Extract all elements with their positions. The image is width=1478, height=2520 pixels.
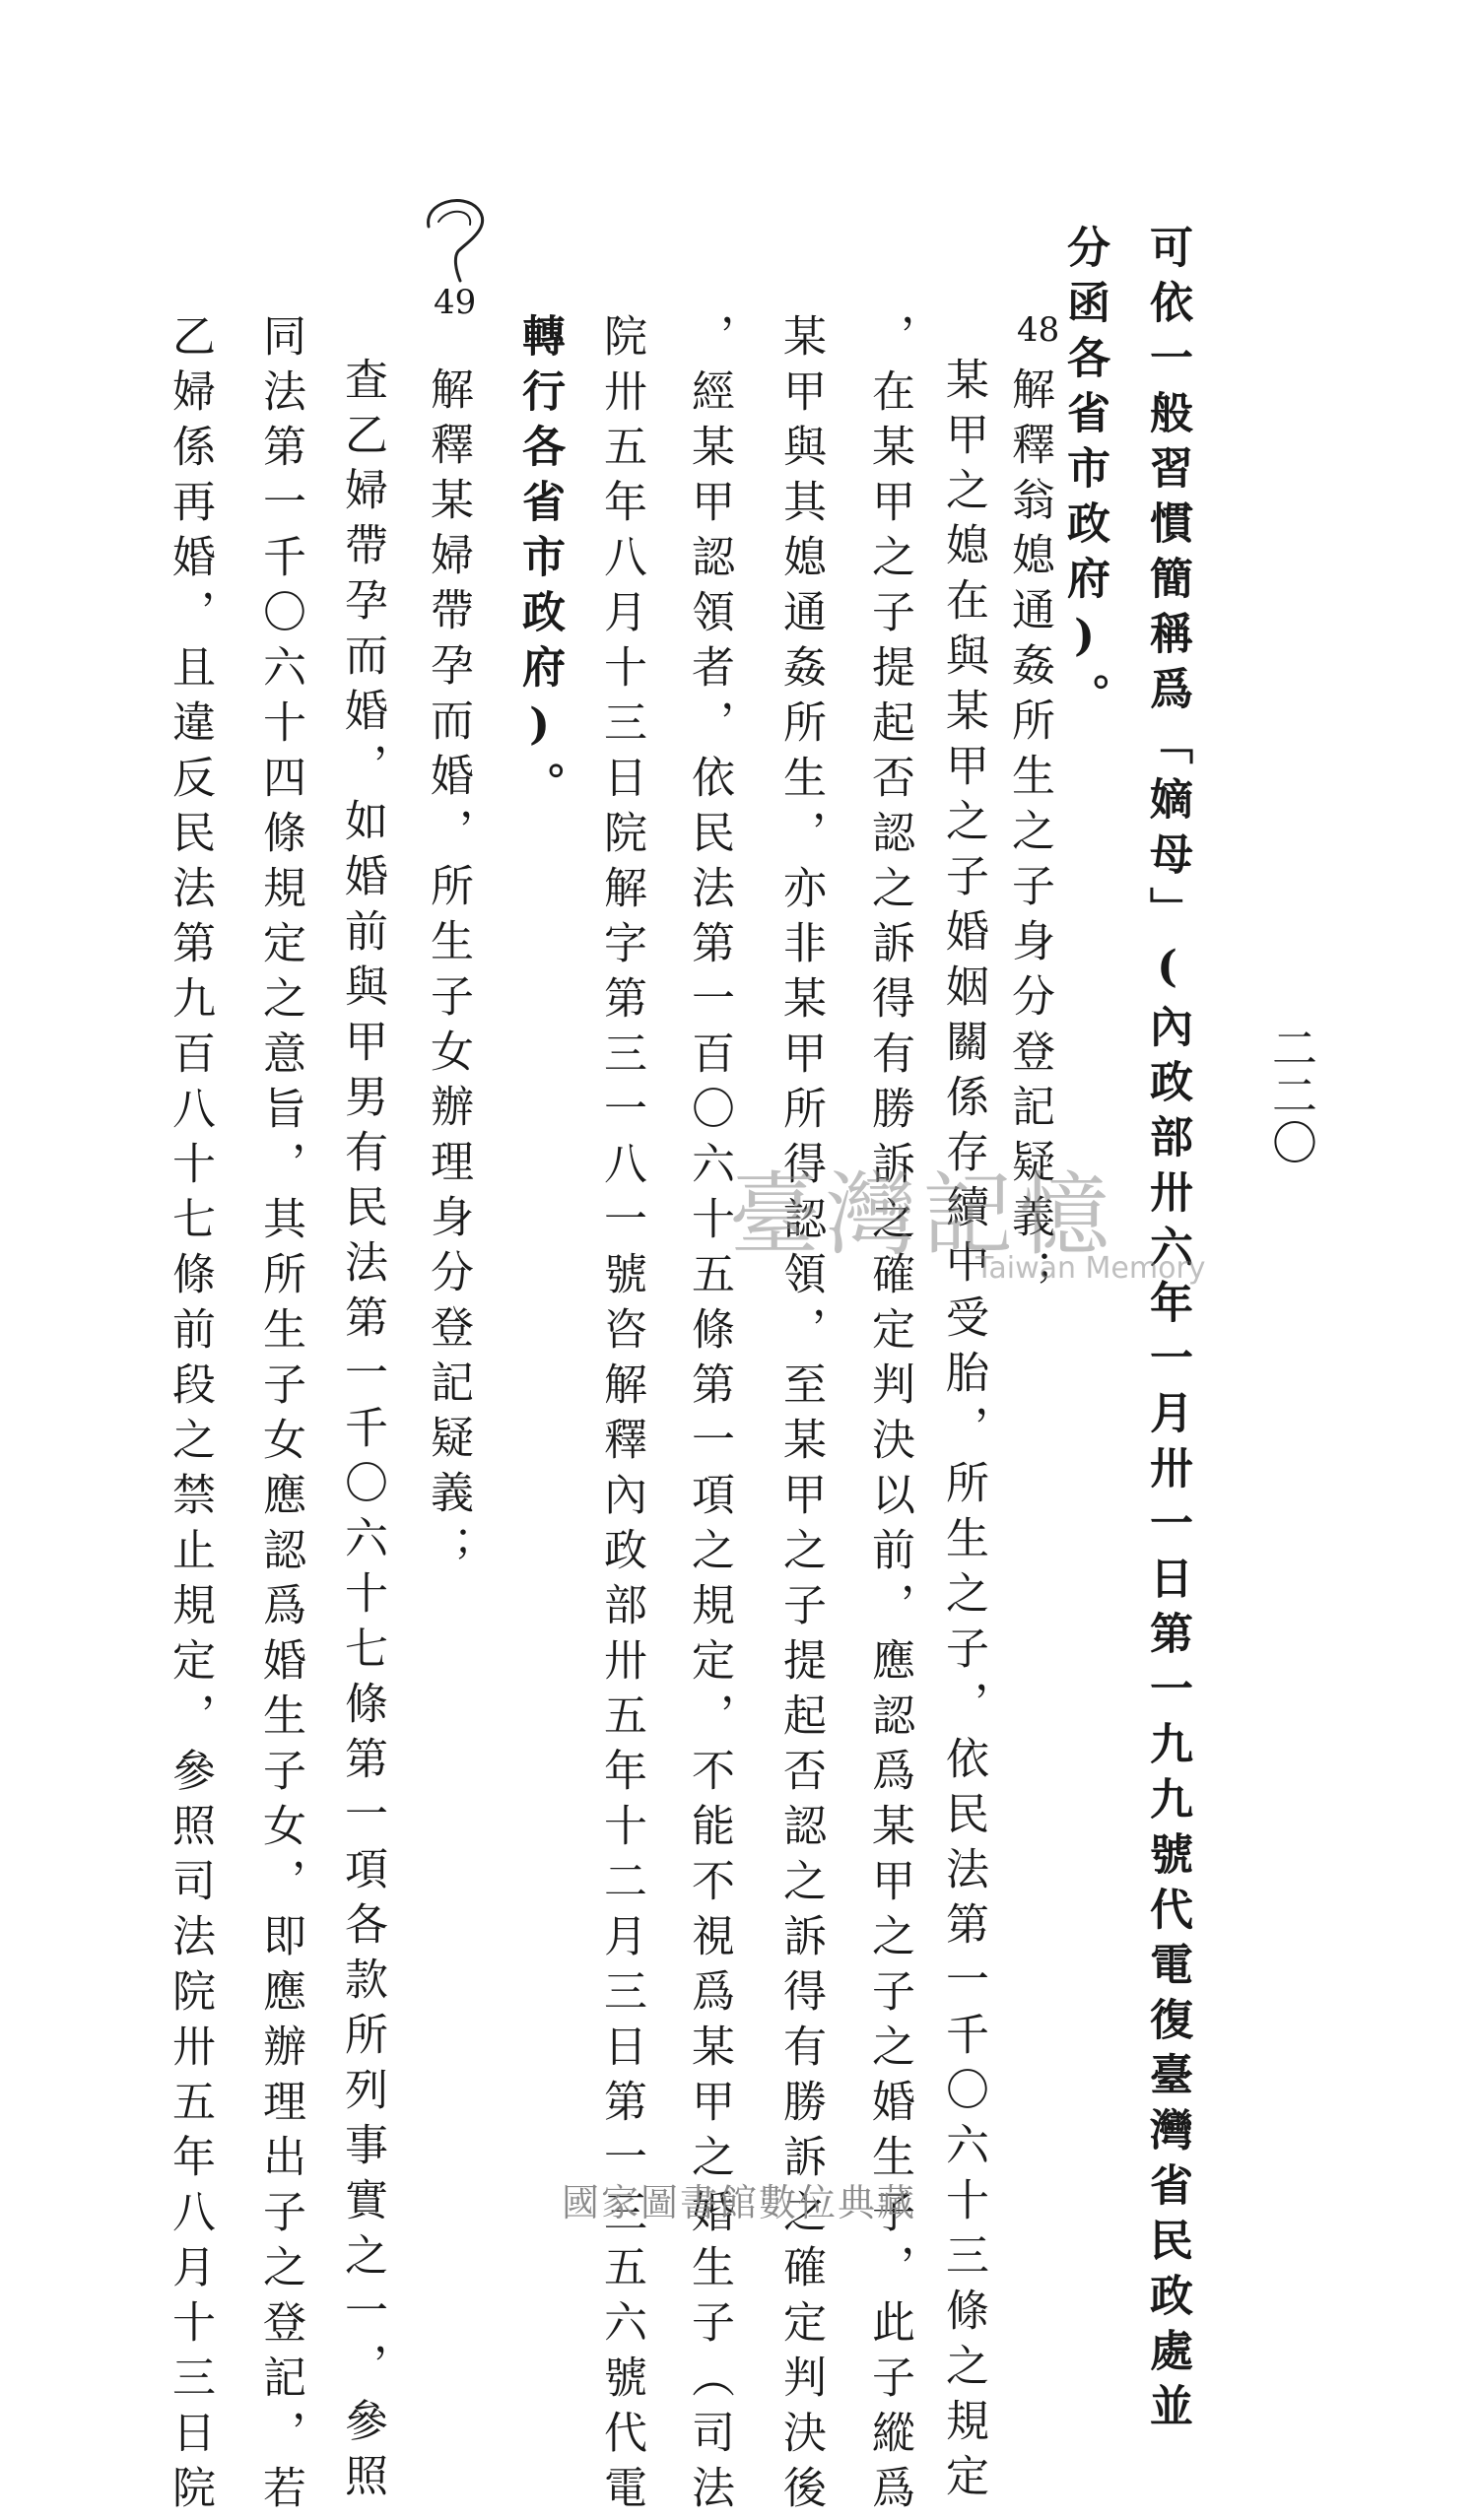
item-heading: 解釋某婦帶孕而婚，所生子女辦理身分登記疑義； bbox=[423, 366, 473, 1580]
item-heading: 解釋翁媳通姦所生之子身分登記疑義； bbox=[1004, 366, 1054, 1304]
text-column: 同法第一千〇六十四條規定之意旨，其所生子女應認爲婚生子女，即應辦理出子之登記，若 bbox=[255, 313, 305, 2520]
text-column: 可依一般習慣簡稱爲「嫡母」(內政部卅六年一月卅一日第一九九號代電復臺灣省民政處並 bbox=[1142, 225, 1192, 2438]
footer-credit: 國家圖書館數位典藏 bbox=[561, 2181, 916, 2224]
text-column: 乙婦係再婚，且違反民法第九百八十七條前段之禁止規定，參照司法院卅五年八月十三日院 bbox=[165, 313, 215, 2520]
item-number: 49 bbox=[434, 283, 477, 322]
text-column: 査乙婦帶孕而婚，如婚前與甲男有民法第一千〇六十七條第一項各款所列事實之一，參照 bbox=[337, 357, 387, 2508]
text-column: 某甲與其媳通姦所生，亦非某甲所得認領，至某甲之子提起否認之訴得有勝訴之確定判決後 bbox=[775, 313, 826, 2520]
watermark-subtitle: Taiwan Memory bbox=[975, 1251, 1206, 1286]
page-number: 二二〇 bbox=[1265, 1025, 1318, 1166]
handwritten-question-mark-icon bbox=[409, 187, 507, 296]
text-column: ，經某甲認領者，依民法第一百〇六十五條第一項之規定，不能不視爲某甲之婚生子（司法 bbox=[684, 313, 734, 2520]
text-column: 分函各省市政府)。 bbox=[1059, 225, 1109, 728]
watermark-logo bbox=[729, 1143, 1251, 1291]
item-number: 48 bbox=[1017, 310, 1060, 350]
text-column: 某甲之媳在與某甲之子婚姻關係存續中受胎，所生之子，依民法第一千〇六十三條之規定 bbox=[938, 357, 988, 2508]
text-column: 轉行各省市政府)。 bbox=[514, 313, 565, 817]
watermark-text: 臺灣記憶 bbox=[729, 1162, 1116, 1268]
text-column: 院卅五年八月十三日院解字第三一八一號咨解釋內政部卅五年十二月三日第一三五六號代電 bbox=[596, 313, 646, 2520]
text-column: ，在某甲之子提起否認之訴得有勝訴之確定判決以前，應認爲某甲之子之婚生子，此子縱爲 bbox=[864, 313, 914, 2520]
